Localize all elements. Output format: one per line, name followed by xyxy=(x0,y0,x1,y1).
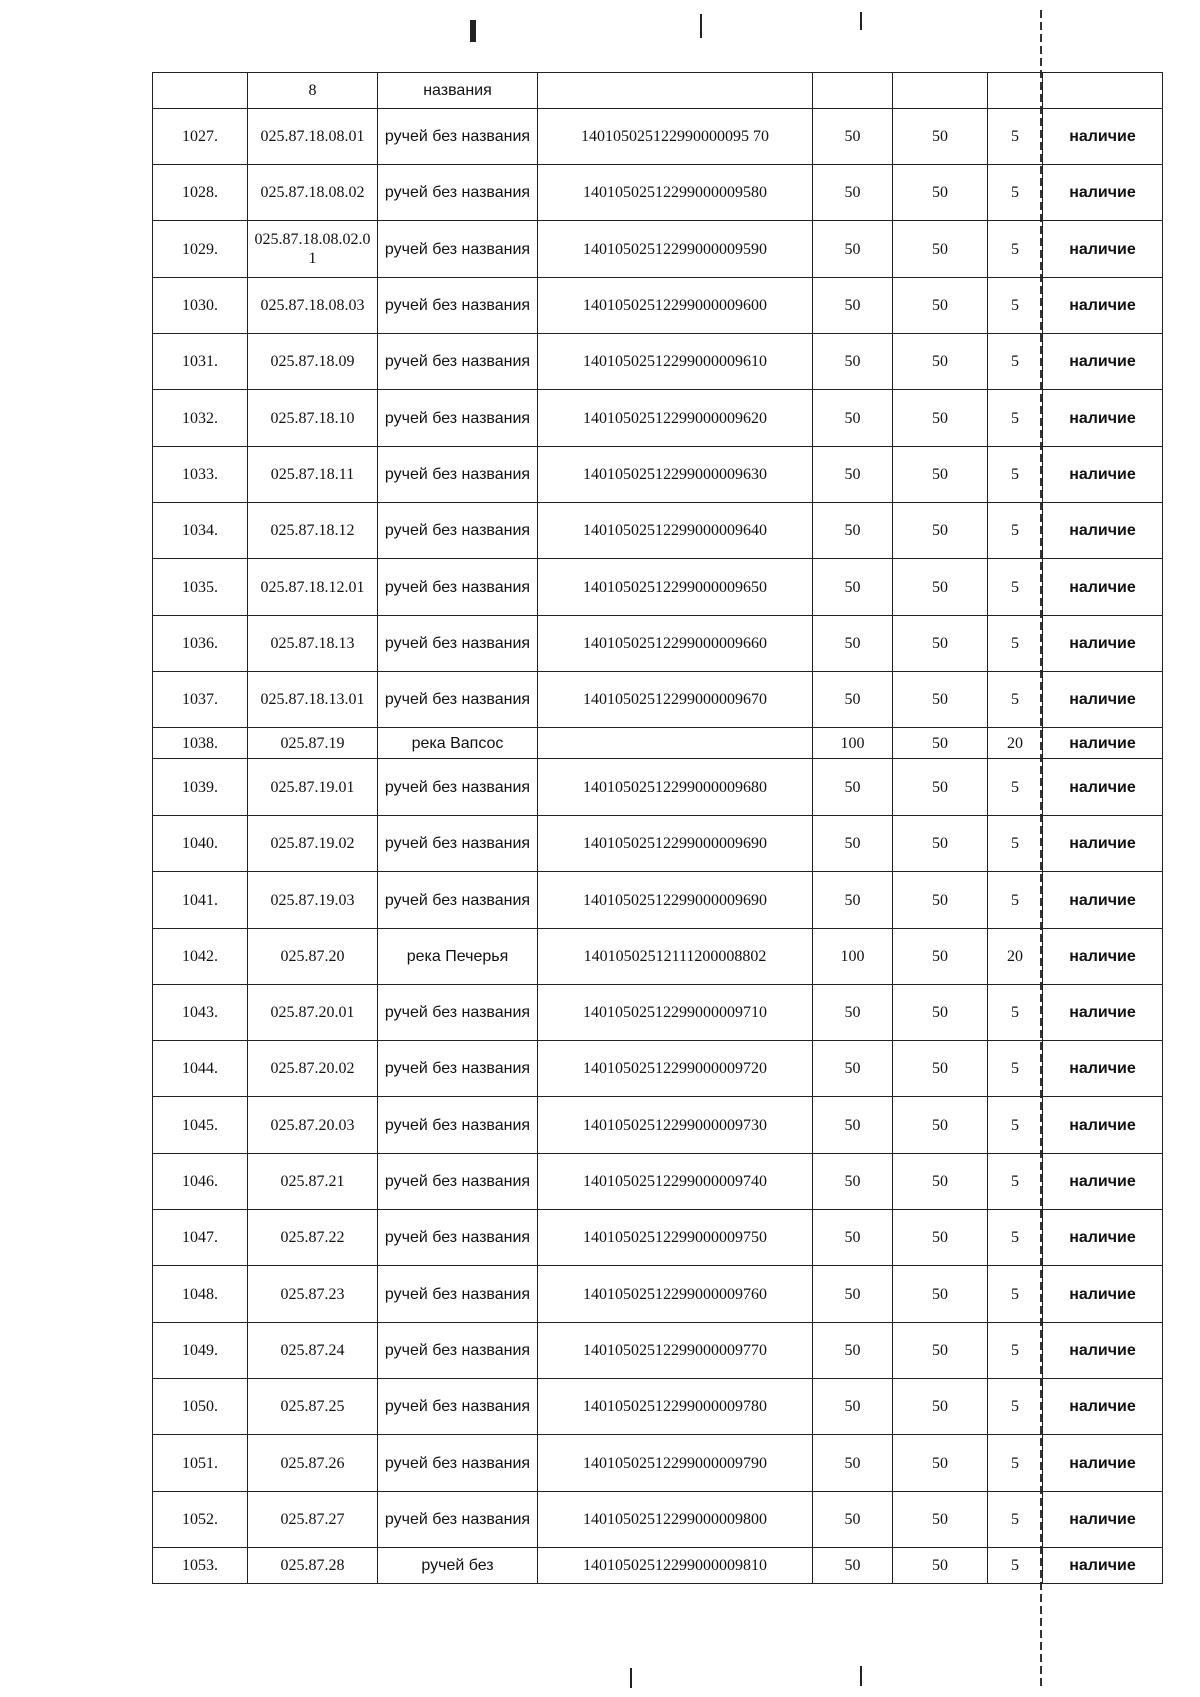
registry-id: 14010502512299000009720 xyxy=(538,1041,813,1097)
table-row xyxy=(153,759,1163,816)
water-body-code: 025.87.20.01 xyxy=(248,985,378,1041)
water-body-code: 025.87.18.09 xyxy=(248,334,378,390)
value-c: 5 xyxy=(988,165,1043,221)
status-text: наличие xyxy=(1043,334,1163,390)
status-text: наличие xyxy=(1043,1379,1163,1435)
row-number: 1028. xyxy=(153,165,248,221)
value-b: 50 xyxy=(893,221,988,278)
water-body-name: ручей без названия xyxy=(378,109,538,165)
registry-id: 14010502512299000009800 xyxy=(538,1492,813,1548)
registry-id: 14010502512299000009600 xyxy=(538,278,813,334)
water-body-code: 025.87.21 xyxy=(248,1154,378,1210)
water-body-name: ручей без названия xyxy=(378,503,538,559)
row-number: 1033. xyxy=(153,447,248,503)
scan-speck xyxy=(470,20,476,42)
value-b: 50 xyxy=(893,390,988,447)
registry-id: 14010502512299000009590 xyxy=(538,221,813,278)
status-text: наличие xyxy=(1043,616,1163,672)
value-b: 50 xyxy=(893,1041,988,1097)
row-number: 1029. xyxy=(153,221,248,278)
status-text: наличие xyxy=(1043,985,1163,1041)
value-b: 50 xyxy=(893,872,988,929)
row-number: 1031. xyxy=(153,334,248,390)
water-body-name: ручей без названия xyxy=(378,1492,538,1548)
row-number: 1027. xyxy=(153,109,248,165)
value-b: 50 xyxy=(893,1154,988,1210)
water-body-code: 025.87.19.02 xyxy=(248,816,378,872)
registry-id: 14010502512299000009630 xyxy=(538,447,813,503)
value-c: 5 xyxy=(988,616,1043,672)
row-number: 1046. xyxy=(153,1154,248,1210)
water-body-code: 025.87.18.12 xyxy=(248,503,378,559)
registry-id: 14010502512299000009740 xyxy=(538,1154,813,1210)
value-a: 50 xyxy=(813,334,893,390)
registry-id: 140105025122990000095 70 xyxy=(538,109,813,165)
water-body-code: 025.87.19.01 xyxy=(248,759,378,816)
value-b: 50 xyxy=(893,1492,988,1548)
value-c: 5 xyxy=(988,221,1043,278)
water-body-name: ручей без названия xyxy=(378,221,538,278)
water-body-name: ручей без названия xyxy=(378,1154,538,1210)
status-text: наличие xyxy=(1043,1154,1163,1210)
value-a: 50 xyxy=(813,165,893,221)
registry-id: 14010502512299000009640 xyxy=(538,503,813,559)
water-body-code: 025.87.22 xyxy=(248,1210,378,1266)
row-number: 1043. xyxy=(153,985,248,1041)
water-body-code: 025.87.25 xyxy=(248,1379,378,1435)
water-body-name: ручей без названия xyxy=(378,816,538,872)
value-b: 50 xyxy=(893,616,988,672)
registry-id: 14010502512299000009680 xyxy=(538,759,813,816)
water-body-code: 025.87.20.02 xyxy=(248,1041,378,1097)
status-text: наличие xyxy=(1043,1435,1163,1492)
value-a: 50 xyxy=(813,278,893,334)
value-c: 5 xyxy=(988,1323,1043,1379)
registry-id: 14010502512299000009660 xyxy=(538,616,813,672)
value-c: 5 xyxy=(988,816,1043,872)
row-number: 1035. xyxy=(153,559,248,616)
row-number: 1030. xyxy=(153,278,248,334)
registry-id xyxy=(538,728,813,759)
value-c: 5 xyxy=(988,1492,1043,1548)
status-text: наличие xyxy=(1043,929,1163,985)
registry-id: 14010502512299000009670 xyxy=(538,672,813,728)
value-a: 50 xyxy=(813,447,893,503)
value-a: 50 xyxy=(813,1210,893,1266)
table-row xyxy=(153,929,1163,985)
registry-id: 14010502512299000009620 xyxy=(538,390,813,447)
value-c: 5 xyxy=(988,672,1043,728)
row-number: 1034. xyxy=(153,503,248,559)
status-text: наличие xyxy=(1043,672,1163,728)
water-body-code: 025.87.23 xyxy=(248,1266,378,1323)
value-c: 5 xyxy=(988,278,1043,334)
water-body-code: 025.87.18.08.03 xyxy=(248,278,378,334)
value-a: 50 xyxy=(813,1266,893,1323)
water-body-code: 025.87.28 xyxy=(248,1548,378,1584)
value-a: 50 xyxy=(813,1548,893,1584)
value-a: 50 xyxy=(813,816,893,872)
value-b: 50 xyxy=(893,109,988,165)
table-row xyxy=(153,1154,1163,1210)
value-b: 50 xyxy=(893,1435,988,1492)
value-a: 100 xyxy=(813,929,893,985)
value-b: 50 xyxy=(893,1548,988,1584)
table-row xyxy=(153,1323,1163,1379)
row-number: 1040. xyxy=(153,816,248,872)
status-text: наличие xyxy=(1043,165,1163,221)
status-text: наличие xyxy=(1043,1097,1163,1154)
water-body-name: ручей без названия xyxy=(378,390,538,447)
value-a: 50 xyxy=(813,1435,893,1492)
table-row xyxy=(153,816,1163,872)
row-number xyxy=(153,73,248,109)
value-c: 5 xyxy=(988,1154,1043,1210)
table-row xyxy=(153,1097,1163,1154)
status-text: наличие xyxy=(1043,1210,1163,1266)
table-row xyxy=(153,1435,1163,1492)
table-row xyxy=(153,73,1163,109)
table-row xyxy=(153,221,1163,278)
water-body-name: ручей без названия xyxy=(378,278,538,334)
table-row xyxy=(153,109,1163,165)
value-a: 50 xyxy=(813,1154,893,1210)
value-c: 5 xyxy=(988,872,1043,929)
row-number: 1036. xyxy=(153,616,248,672)
table-row xyxy=(153,1041,1163,1097)
scan-speck xyxy=(860,12,862,30)
status-text: наличие xyxy=(1043,759,1163,816)
table-row xyxy=(153,278,1163,334)
scan-speck xyxy=(700,14,702,38)
water-body-name: ручей без названия xyxy=(378,616,538,672)
water-body-name: названия xyxy=(378,73,538,109)
data-table xyxy=(152,72,1163,1584)
value-a: 100 xyxy=(813,728,893,759)
scan-speck xyxy=(630,1668,632,1688)
water-body-name: ручей без названия xyxy=(378,985,538,1041)
status-text: наличие xyxy=(1043,816,1163,872)
status-text: наличие xyxy=(1043,728,1163,759)
table-row xyxy=(153,390,1163,447)
status-text: наличие xyxy=(1043,1323,1163,1379)
row-number: 1051. xyxy=(153,1435,248,1492)
value-b: 50 xyxy=(893,759,988,816)
value-b: 50 xyxy=(893,447,988,503)
water-body-name: ручей без названия xyxy=(378,334,538,390)
row-number: 1048. xyxy=(153,1266,248,1323)
value-c: 5 xyxy=(988,1548,1043,1584)
value-a: 50 xyxy=(813,503,893,559)
value-b xyxy=(893,73,988,109)
table-row xyxy=(153,616,1163,672)
value-c: 5 xyxy=(988,759,1043,816)
water-body-name: ручей без названия xyxy=(378,1210,538,1266)
registry-id: 14010502512299000009790 xyxy=(538,1435,813,1492)
water-body-code: 025.87.18.11 xyxy=(248,447,378,503)
water-body-code: 025.87.18.08.01 xyxy=(248,109,378,165)
table-row xyxy=(153,985,1163,1041)
water-body-name: ручей без названия xyxy=(378,1379,538,1435)
value-a: 50 xyxy=(813,616,893,672)
water-body-name: ручей без названия xyxy=(378,1097,538,1154)
value-a: 50 xyxy=(813,559,893,616)
value-c: 5 xyxy=(988,503,1043,559)
value-b: 50 xyxy=(893,672,988,728)
water-body-code: 025.87.24 xyxy=(248,1323,378,1379)
row-number: 1047. xyxy=(153,1210,248,1266)
water-body-code: 025.87.26 xyxy=(248,1435,378,1492)
value-c: 5 xyxy=(988,1379,1043,1435)
water-body-name: ручей без названия xyxy=(378,447,538,503)
value-b: 50 xyxy=(893,929,988,985)
value-b: 50 xyxy=(893,165,988,221)
status-text: наличие xyxy=(1043,1492,1163,1548)
registry-id: 14010502512299000009650 xyxy=(538,559,813,616)
registry-id: 14010502512299000009750 xyxy=(538,1210,813,1266)
table-row xyxy=(153,1210,1163,1266)
value-a: 50 xyxy=(813,1492,893,1548)
water-body-code: 025.87.19.03 xyxy=(248,872,378,929)
value-b: 50 xyxy=(893,559,988,616)
value-c: 5 xyxy=(988,1210,1043,1266)
status-text: наличие xyxy=(1043,559,1163,616)
water-body-name: река Вапсос xyxy=(378,728,538,759)
water-body-code: 025.87.18.12.01 xyxy=(248,559,378,616)
value-a: 50 xyxy=(813,1041,893,1097)
registry-id: 14010502512299000009760 xyxy=(538,1266,813,1323)
value-a: 50 xyxy=(813,985,893,1041)
value-a: 50 xyxy=(813,1379,893,1435)
water-body-name: река Печерья xyxy=(378,929,538,985)
water-body-name: ручей без названия xyxy=(378,1041,538,1097)
status-text: наличие xyxy=(1043,1041,1163,1097)
value-a: 50 xyxy=(813,109,893,165)
table-row xyxy=(153,728,1163,759)
registry-id: 14010502512299000009770 xyxy=(538,1323,813,1379)
table-row xyxy=(153,672,1163,728)
table-row xyxy=(153,1379,1163,1435)
value-b: 50 xyxy=(893,334,988,390)
status-text: наличие xyxy=(1043,447,1163,503)
registry-id xyxy=(538,73,813,109)
value-b: 50 xyxy=(893,816,988,872)
water-body-name: ручей без названия xyxy=(378,1323,538,1379)
water-body-name: ручей без названия xyxy=(378,1435,538,1492)
water-body-code: 025.87.20.03 xyxy=(248,1097,378,1154)
water-body-name: ручей без названия xyxy=(378,559,538,616)
value-b: 50 xyxy=(893,503,988,559)
table-row xyxy=(153,503,1163,559)
table-row xyxy=(153,1492,1163,1548)
value-a: 50 xyxy=(813,221,893,278)
value-b: 50 xyxy=(893,278,988,334)
status-text: наличие xyxy=(1043,503,1163,559)
value-c: 5 xyxy=(988,1435,1043,1492)
registry-id: 14010502512299000009710 xyxy=(538,985,813,1041)
status-text xyxy=(1043,73,1163,109)
water-body-code: 025.87.18.13.01 xyxy=(248,672,378,728)
value-c: 5 xyxy=(988,109,1043,165)
value-a: 50 xyxy=(813,1097,893,1154)
water-body-name: ручей без названия xyxy=(378,759,538,816)
status-text: наличие xyxy=(1043,390,1163,447)
table-row xyxy=(153,447,1163,503)
status-text: наличие xyxy=(1043,109,1163,165)
registry-id: 14010502512299000009780 xyxy=(538,1379,813,1435)
status-text: наличие xyxy=(1043,278,1163,334)
water-body-code: 025.87.27 xyxy=(248,1492,378,1548)
table-row xyxy=(153,334,1163,390)
water-body-code: 025.87.20 xyxy=(248,929,378,985)
water-body-code: 8 xyxy=(248,73,378,109)
value-b: 50 xyxy=(893,985,988,1041)
registry-id: 14010502512299000009690 xyxy=(538,872,813,929)
water-body-code: 025.87.18.08.02 xyxy=(248,165,378,221)
water-body-name: ручей без названия xyxy=(378,165,538,221)
registry-id: 14010502512111200008802 xyxy=(538,929,813,985)
row-number: 1052. xyxy=(153,1492,248,1548)
scan-speck xyxy=(860,1666,862,1686)
row-number: 1049. xyxy=(153,1323,248,1379)
row-number: 1039. xyxy=(153,759,248,816)
value-c: 5 xyxy=(988,559,1043,616)
value-c: 20 xyxy=(988,929,1043,985)
value-a: 50 xyxy=(813,759,893,816)
row-number: 1041. xyxy=(153,872,248,929)
registry-id: 14010502512299000009580 xyxy=(538,165,813,221)
table-row xyxy=(153,1266,1163,1323)
registry-id: 14010502512299000009810 xyxy=(538,1548,813,1584)
value-b: 50 xyxy=(893,1210,988,1266)
value-a: 50 xyxy=(813,872,893,929)
row-number: 1042. xyxy=(153,929,248,985)
water-body-name: ручей без названия xyxy=(378,672,538,728)
value-a xyxy=(813,73,893,109)
value-a: 50 xyxy=(813,1323,893,1379)
value-b: 50 xyxy=(893,1097,988,1154)
water-body-code: 025.87.19 xyxy=(248,728,378,759)
water-body-code: 025.87.18.10 xyxy=(248,390,378,447)
value-b: 50 xyxy=(893,1266,988,1323)
value-c: 5 xyxy=(988,390,1043,447)
row-number: 1045. xyxy=(153,1097,248,1154)
value-c: 5 xyxy=(988,334,1043,390)
water-body-code: 025.87.18.13 xyxy=(248,616,378,672)
table-row xyxy=(153,1548,1163,1584)
value-c: 5 xyxy=(988,447,1043,503)
status-text: наличие xyxy=(1043,872,1163,929)
water-body-name: ручей без названия xyxy=(378,872,538,929)
value-b: 50 xyxy=(893,1323,988,1379)
row-number: 1044. xyxy=(153,1041,248,1097)
registry-id: 14010502512299000009730 xyxy=(538,1097,813,1154)
table-row xyxy=(153,872,1163,929)
value-a: 50 xyxy=(813,672,893,728)
value-c: 5 xyxy=(988,985,1043,1041)
status-text: наличие xyxy=(1043,1548,1163,1584)
value-a: 50 xyxy=(813,390,893,447)
value-b: 50 xyxy=(893,1379,988,1435)
value-c: 5 xyxy=(988,1041,1043,1097)
water-body-name: ручей без xyxy=(378,1548,538,1584)
registry-id: 14010502512299000009690 xyxy=(538,816,813,872)
table-row xyxy=(153,559,1163,616)
row-number: 1050. xyxy=(153,1379,248,1435)
registry-id: 14010502512299000009610 xyxy=(538,334,813,390)
row-number: 1038. xyxy=(153,728,248,759)
row-number: 1032. xyxy=(153,390,248,447)
value-c: 20 xyxy=(988,728,1043,759)
row-number: 1037. xyxy=(153,672,248,728)
value-c: 5 xyxy=(988,1097,1043,1154)
water-body-code: 025.87.18.08.02.01 xyxy=(248,221,378,278)
status-text: наличие xyxy=(1043,1266,1163,1323)
value-c xyxy=(988,73,1043,109)
water-body-name: ручей без названия xyxy=(378,1266,538,1323)
table-row xyxy=(153,165,1163,221)
value-c: 5 xyxy=(988,1266,1043,1323)
value-b: 50 xyxy=(893,728,988,759)
status-text: наличие xyxy=(1043,221,1163,278)
row-number: 1053. xyxy=(153,1548,248,1584)
